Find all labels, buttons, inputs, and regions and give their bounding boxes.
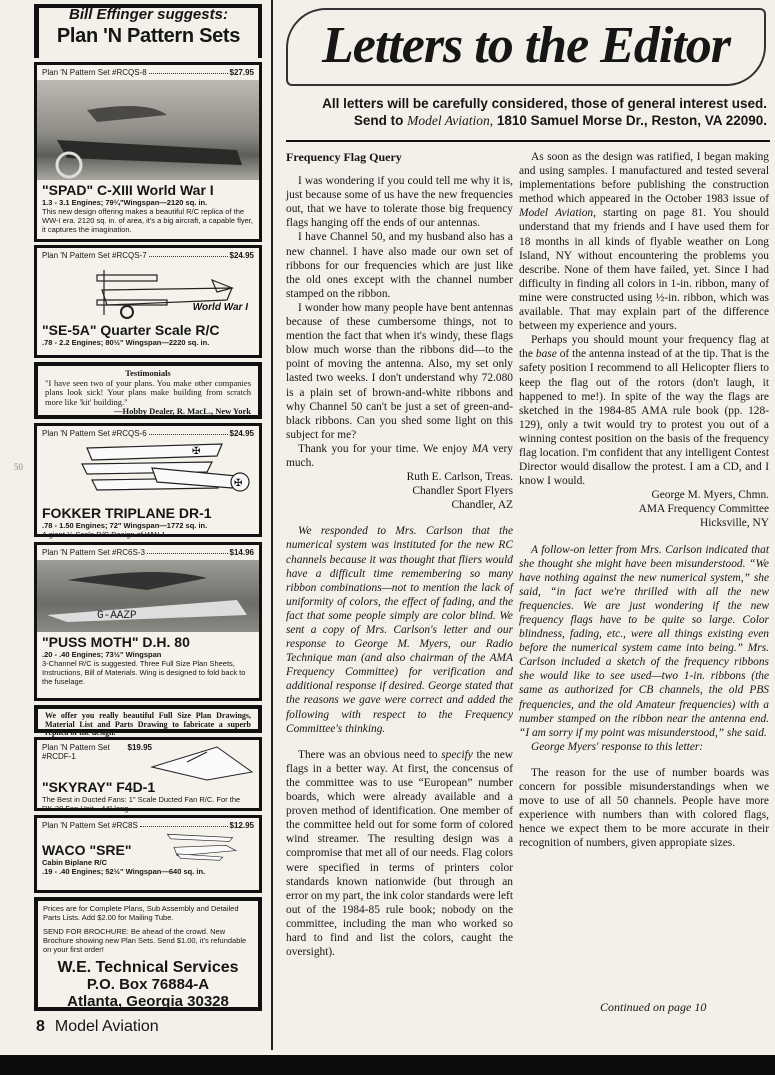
ad-sub: Cabin Biplane R/C <box>42 858 108 867</box>
ad-set-number: Plan 'N Pattern Set #RCQS-7 <box>42 251 147 260</box>
ad-desc: The Best in Ducted Fans: 1" Scale Ducted Fan R/C. For the RK-20 Fan Unit—44" long. <box>42 795 241 813</box>
ad-name: "SKYRAY" F4D-1 <box>42 779 156 795</box>
testimonial-box <box>34 362 262 419</box>
ad-set-number: Plan 'N Pattern Set #RC8S <box>42 821 138 830</box>
ad-name: "SE-5A" Quarter Scale R/C <box>42 322 220 338</box>
ad-spec: .78 - 1.50 Engines; 72" Wingspan—1772 sq. in. <box>42 521 208 530</box>
ad-skyray <box>34 737 262 811</box>
intro-line: All letters will be carefully considered, those of general interest used. <box>322 96 767 111</box>
header-rule <box>286 140 770 142</box>
ad-spec: 1.3 - 3.1 Engines; 79¼"Wingspan—2120 sq. in. <box>42 198 208 207</box>
column-1-body <box>286 174 513 959</box>
signature-line: Chandler, AZ <box>451 499 513 512</box>
paragraph: As soon as the design was ratified, I began making and using samples. I manufactured and tested several implementations before publishing the construction method which appeared in the October 1983 issue of Model Aviation, starting on page 81. You should understand that my friends and I have used them for 18 months in all kinds of flyable weather on Long Island, NY without encountering the problems you describe. None of them have failed, yet. Since I had difficulty in finding all colors in 1-in. ribbon, many of mine were constructed using ½-in. ribbon, which was available. That may explain part of the difference between my experience and yours. <box>519 151 769 333</box>
aircraft-registration: G-AAZP <box>97 610 137 622</box>
ad-price: $24.95 <box>229 251 254 260</box>
paragraph: George Myers' response to this letter: <box>531 740 704 753</box>
signature-line: AMA Frequency Committee <box>638 503 769 516</box>
ad-se5a <box>34 245 262 358</box>
magazine-name: Model Aviation <box>54 1018 159 1035</box>
ad-name: "PUSS MOTH" D.H. 80 <box>42 634 190 650</box>
waco-drawing-icon <box>145 831 255 861</box>
letters-column-1 <box>286 150 513 959</box>
page-number: 8 <box>36 1018 45 1035</box>
signature-line: Ruth E. Carlson, Treas. <box>406 471 513 484</box>
continued-note: Continued on page 10 <box>600 1000 707 1014</box>
ad-caption: World War I <box>192 302 248 313</box>
testimonial-quote: "I have seen two of your plans. You make other companies plans look sick! Your plans make building from scratch more like 'kit' building." <box>45 377 251 407</box>
emphasis: Model Aviation, <box>519 207 596 220</box>
offer-box: We offer you really beautiful Full Size Plan Drawings, Material List and Parts Drawing to fabricate a superb replica of the design. <box>34 705 262 733</box>
letters-column-2 <box>519 150 769 851</box>
ad-price: $27.95 <box>229 68 254 77</box>
ad-desc: A giant ¼ Scale R/C Design of WW-1 <box>42 530 166 539</box>
company-city: Atlanta, Georgia 30328 <box>67 993 229 1010</box>
page-footer <box>36 1018 159 1036</box>
column-divider <box>271 0 273 1050</box>
paragraph: Thank you for your time. We enjoy MA very much. <box>286 442 513 469</box>
triplane-drawing-icon <box>42 438 260 498</box>
scan-edge <box>0 1055 775 1075</box>
monoplane-photo-icon <box>37 560 259 632</box>
emphasis: base <box>535 348 557 361</box>
paragraph: I was wondering if you could tell me why it is, just because some of us have the new frequencies out, that we have to tolerate those big frequency flags hanging off the ends of our antennas. <box>286 175 513 230</box>
ad-fokker <box>34 423 262 537</box>
contact-box <box>34 897 262 1011</box>
ad-puss-moth <box>34 542 262 701</box>
paragraph: Perhaps you should mount your frequency flag at the base of the antenna instead of at the tip. That is the safety position I recommend to all Helicopter fliers to keep the flag out of the rotors (don't laugh, it happened to me!). In spite of the way the flags are sketched in the 1984-85 AMA rule book (pp. 128-129), only a twit would try to protest you out of a winning contest position on the basis of the frequency flag location. I'm confident that any intelligent Contest Director would disallow the protest. I am a CD, and I know I would. <box>519 334 769 488</box>
brochure-note: SEND FOR BROCHURE: Be ahead of the crowd. New Brochure showing new Plan Sets. Send $1.00, it's refundable on your first order! <box>43 927 247 954</box>
company-name: W.E. Technical Services <box>57 959 239 976</box>
paragraph: I have Channel 50, and my husband also has a new channel. I have also made our own set of ribbons for our frequencies which are just like the old ones except with the channel number stamped on the ribbon. <box>286 231 513 300</box>
letter-heading: Frequency Flag Query <box>286 150 402 164</box>
emphasis: MA <box>471 442 489 455</box>
signature <box>286 470 513 512</box>
ad-waco <box>34 815 262 893</box>
sidebar-header <box>34 4 262 58</box>
ad-set-number: Plan 'N Pattern Set #RCQS-8 <box>42 68 147 77</box>
emphasis: specify <box>441 748 473 761</box>
svg-text:✠: ✠ <box>234 478 243 489</box>
spad-photo <box>37 80 259 180</box>
signature-line: George M. Myers, Chmn. <box>651 489 769 502</box>
ad-set-number: Plan 'N Pattern Set #RCQS-6 <box>42 429 147 438</box>
submission-info <box>292 95 767 129</box>
signature-line: Hicksville, NY <box>700 517 769 530</box>
paragraph: A follow-on letter from Mrs. Carlson indicated that she thought she might have been misunderstood. “We have nothing against the new numerical system,” she said, “in fact we're thrilled with all the new frequencies. We are just wondering if the new frequency flags have to be quite so large. Color blindness, fading, etc., were all things existing even before the numerical system came into being.” Mrs. Carlson included a sketch of the frequency ribbons she would like to see used—two 1-in. ribbons (the same as authorized for CB channels, the old PBS frequencies, and the old Amateur frequencies) with a number stamped on the ribbon near the antenna end. “I am sorry if my point was misunderstood,” she said. <box>519 543 769 739</box>
signature <box>519 488 769 530</box>
ad-desc: 3-Channel R/C is suggested. Three Full Size Plan Sheets, Instructions, Bill of Materials. Wing is designed to fold back to the fuselage. <box>42 659 246 686</box>
ad-desc: This new design offering makes a beautiful R/C replica of the WW-I era. 2120 sq. in. of area, it's a big aircraft, a capable flyer, it captures the imagination. <box>42 207 253 234</box>
margin-note: 50 <box>14 462 23 472</box>
skyray-drawing-icon <box>147 742 257 782</box>
ad-spec: .78 - 2.2 Engines; 80½" Wingspan—2220 sq. in. <box>42 338 210 347</box>
ad-price: $14.96 <box>229 548 254 557</box>
biplane-photo-icon <box>37 80 259 180</box>
prices-note: Prices are for Complete Plans, Sub Assembly and Detailed Parts Lists. Add $2.00 for Mailing Tube. <box>43 904 239 922</box>
intro-send: Send to <box>353 113 408 128</box>
intro-address-text: 1810 Samuel Morse Dr., Reston, VA 22090. <box>493 113 767 128</box>
puss-moth-photo <box>37 560 259 632</box>
company-po-box: P.O. Box 76884-A <box>86 976 210 993</box>
signature-line: Chandler Sport Flyers <box>412 485 513 498</box>
ad-set-number: Plan 'N Pattern Set #RC6S-3 <box>42 548 145 557</box>
paragraph: The reason for the use of number boards was concern for possible misunderstandings when we move to use of all 50 channels. People have more experience with numbers than with colored flags, hence we expect them to be more accurate in their recognition of numbers, given appropiate sizes. <box>519 766 769 850</box>
ad-price: $12.95 <box>229 821 254 830</box>
intro-magazine: Model Aviation, <box>407 113 494 128</box>
ad-set-number: Plan 'N Pattern Set #RCDF-1 <box>42 743 110 761</box>
ad-price: $24.95 <box>229 429 254 438</box>
ad-price: $19.95 <box>127 743 152 752</box>
testimonial-title: Testimonials <box>125 368 171 378</box>
ad-spad <box>34 62 262 242</box>
ad-name: "SPAD" C-XIII World War I <box>42 182 214 198</box>
ad-spec: .19 - .40 Engines; 52½" Wingspan—640 sq. in. <box>42 867 206 876</box>
ad-name: FOKKER TRIPLANE DR-1 <box>42 505 212 521</box>
paragraph: We responded to Mrs. Carlson that the numerical system was instituted for the new RC channels because it was thought that fliers would have a difficult time remembering so many ribbon combinations—not to mention the lack of uniformity of colors, the effect of fading, and the fact that some people simply are color blind. We sent a copy of Mrs. Carlson's letter and our response to George M. Myers, our Radio Technique man (and also chairman of the AMA Frequency Committee) for verification and additional response if desired. George stated that the reasons we gave were correct and added the following with respect to the Frequency Committee's thinking. <box>286 525 513 735</box>
sidebar-header-title: Plan 'N Pattern Sets <box>56 25 241 47</box>
page-title: Letters to the Editor <box>286 8 766 86</box>
paragraph: There was an obvious need to specify the new flags in a better way. At first, the concensus of the committee was to use “European” number boards, which were already available and a proven method of identification. One member of the committee held out for some form of colored wind streamer. The resulting design was a compromise that met all of our needs. Flag colors were specified in terms of printers color standards known nationwide (but through an error on my part, the ink color standards were left out of the 1984-85 rule book; nobody on the committee, including the man who worked so hard to find and list the colors, caught the oversight). <box>286 748 514 959</box>
sidebar-header-sub: Bill Effinger suggests: <box>69 6 228 23</box>
column-2-body <box>519 150 769 851</box>
testimonial-attribution: —Hobby Dealer, R. MacL., New York <box>113 406 251 416</box>
svg-text:✠: ✠ <box>192 446 201 457</box>
ad-name: WACO "SRE" <box>42 842 132 858</box>
ad-spec: .20 - .40 Engines; 73½" Wingspan <box>42 650 162 659</box>
intro-address <box>292 112 767 129</box>
paragraph: I wonder how many people have bent antennas because of these cumbersome things, not to mention the fact that when it's windy, these flags blow much worse than the ribbons did—to the point of moving the antenna. Also, my set only lasted two weeks. I don't understand why 72.080 is a plain set of brown-and-white ribbons and why Channel 50 can't be just a set of green-and-black ribbons. Can you shed some light on this subject for me? <box>286 301 513 441</box>
